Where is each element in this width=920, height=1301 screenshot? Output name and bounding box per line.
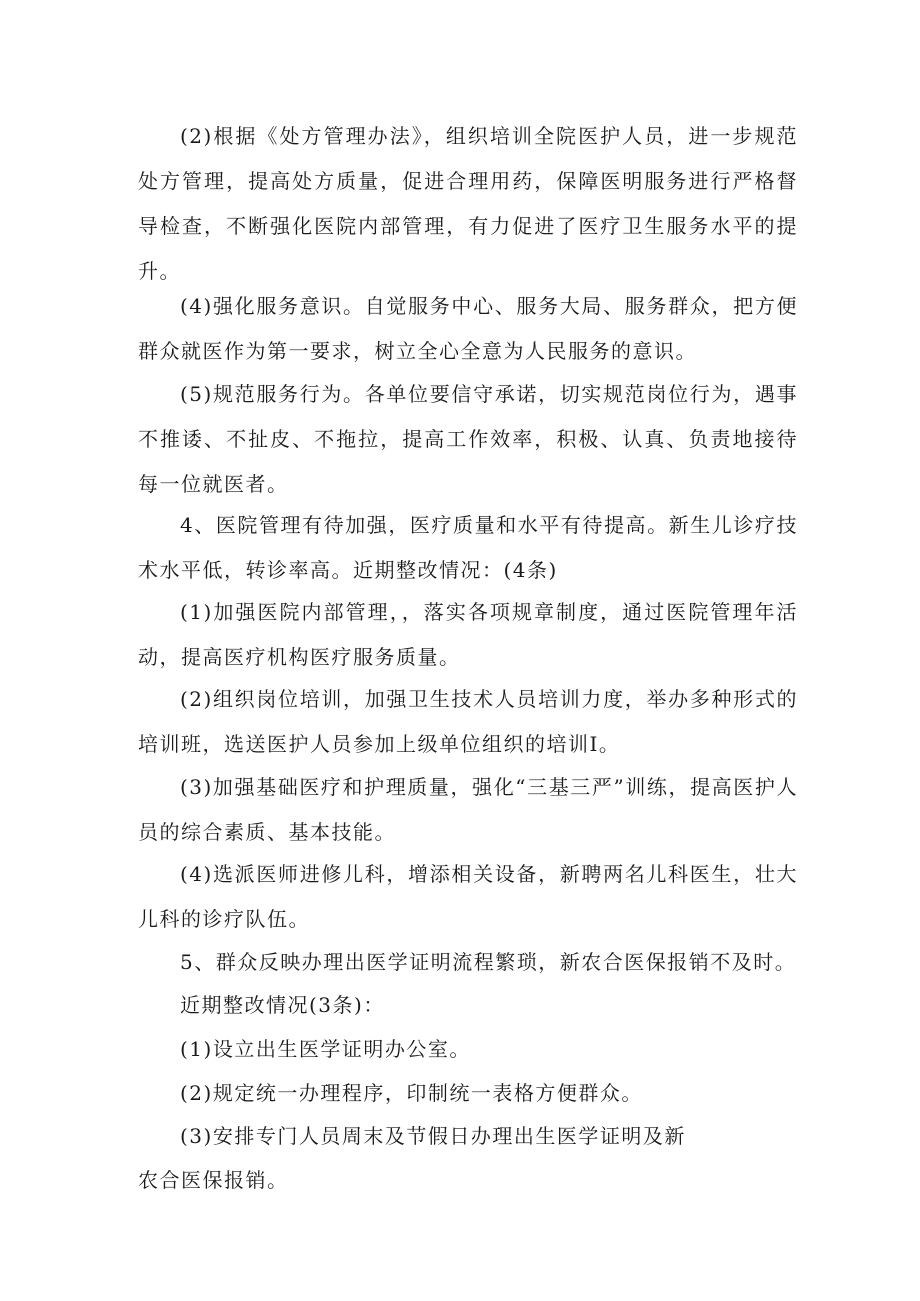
paragraph-job-training: (2)组织岗位培训，加强卫生技术人员培训力度，举办多种形式的培训班，选送医护人员参加上级单位组织的培训I。 [138, 687, 798, 756]
paragraph-internal-management: (1)加强医院内部管理，，落实各项规章制度，通过医院管理年活动，提高医疗机构医疗服务质量。 [138, 600, 798, 669]
paragraph-basic-care-quality: (3)加强基础医疗和护理质量，强化“三基三严”训练，提高医护人员的综合素质、基本技能。 [138, 775, 798, 844]
paragraph-holiday-staff-continuation: 农合医保报销。 [138, 1168, 289, 1192]
paragraph-rectification-heading: 近期整改情况(3条)： [180, 993, 385, 1017]
paragraph-issue-4-hospital-management: 4、医院管理有待加强，医疗质量和水平有待提高。新生儿诊疗技术水平低，转诊率高。近期整改情况：(4条) [138, 513, 798, 582]
paragraph-service-conduct: (5)规范服务行为。各单位要信守承诺，切实规范岗位行为，遇事不推诿、不扯皮、不拖拉，提高工作效率，积极、认真、负责地接待每一位就医者。 [138, 382, 798, 496]
paragraph-certificate-office: (1)设立出生医学证明办公室。 [180, 1037, 471, 1061]
paragraph-pediatrics: (4)选派医师进修儿科，增添相关设备，新聘两名儿科医生，壮大儿科的诊疗队伍。 [138, 862, 798, 931]
paragraph-service-awareness: (4)强化服务意识。自觉服务中心、服务大局、服务群众，把方便群众就医作为第一要求，树立全心全意为人民服务的意识。 [138, 294, 798, 363]
paragraph-prescription-management: (2)根据《处方管理办法》，组织培训全院医护人员，进一步规范处方管理，提高处方质量，促进合理用药，保障医明服务进行严格督导检查，不断强化医院内部管理，有力促进了医疗卫生服务水平的提升。 [138, 124, 798, 283]
paragraph-issue-5-certificates: 5、群众反映办理出医学证明流程繁琐，新农合医保报销不及时。 [180, 950, 797, 974]
paragraph-holiday-staff: (3)安排专门人员周末及节假日办理出生医学证明及新 [180, 1124, 686, 1148]
paragraph-unified-procedure: (2)规定统一办理程序，印制统一表格方便群众。 [180, 1081, 643, 1105]
